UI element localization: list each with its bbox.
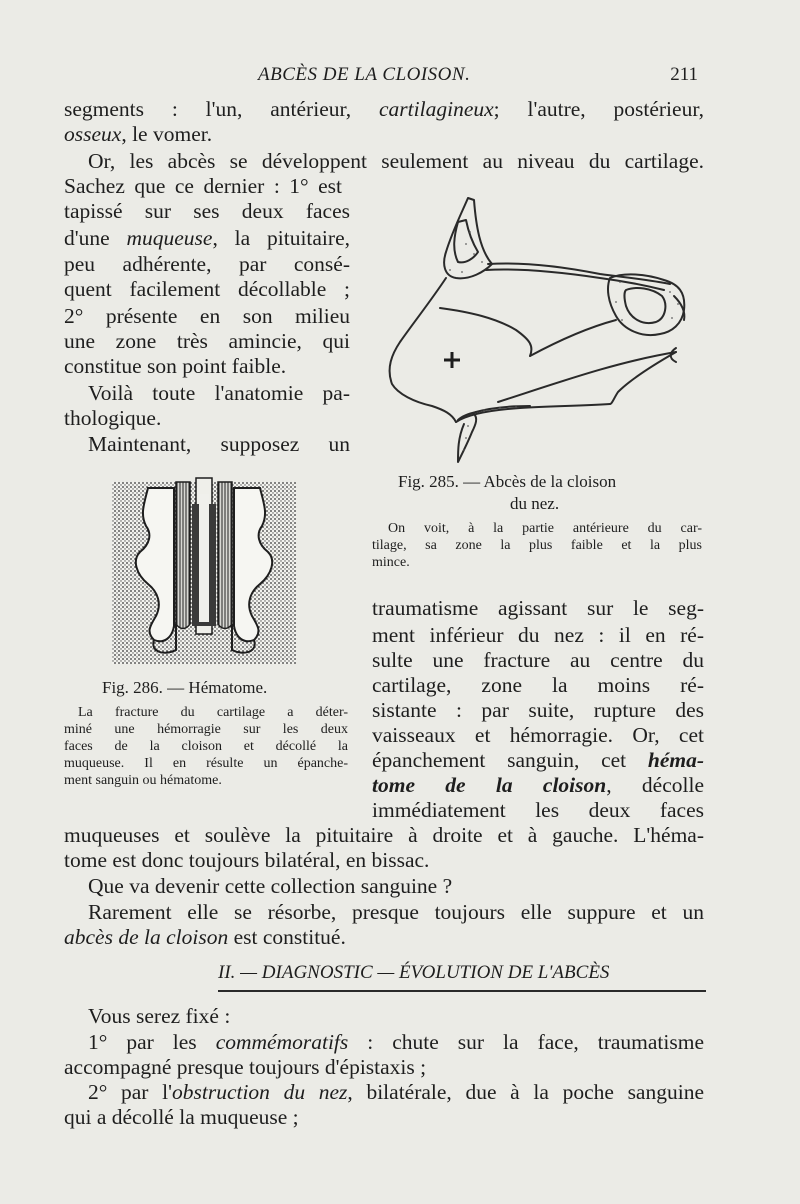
text-run: ; l'autre, postérieur, [493, 97, 704, 121]
text-line: ment inférieur du nez : il en ré- [372, 623, 704, 647]
text-line [88, 1030, 704, 1055]
text-run: épanchement sanguin, cet [372, 748, 648, 772]
text-line: immédiatement les deux faces [372, 798, 704, 822]
italic-term: osseux [64, 122, 122, 146]
hematoma-illustration [110, 474, 298, 666]
text-run: 1° par les [88, 1030, 216, 1054]
text-run: : chute sur la face, traumatisme [348, 1030, 705, 1054]
text-line: sistante : par suite, rupture des [372, 698, 704, 722]
text-line: traumatisme agissant sur le seg- [372, 596, 704, 620]
text-line: Vous serez fixé : [88, 1004, 231, 1028]
figure-285-title-line-2: du nez. [510, 494, 560, 513]
figure-286-description-line: muqueuse. Il en résulte un épanche- [64, 756, 348, 771]
text-line: Maintenant, supposez un [88, 432, 350, 456]
running-title: ABCÈS DE LA CLOISON. [258, 64, 471, 85]
text-line: tome est donc toujours bilatéral, en bissac. [64, 848, 430, 872]
text-line: Or, les abcès se développent seulement au niveau du cartilage. [88, 149, 704, 173]
text-line [372, 748, 704, 773]
bold-italic-term: tome de la cloison [372, 773, 607, 797]
text-run: , le vomer. [121, 122, 213, 146]
figure-286-description-line: faces de la cloison et décollé la [64, 739, 348, 754]
italic-term: muqueuse [126, 226, 213, 250]
text-line: thologique. [64, 406, 162, 430]
text-line: Sachez que ce dernier : 1° est [64, 174, 342, 198]
text-line: tapissé sur ses deux faces [64, 199, 350, 223]
figure-285-septum-drawing [380, 192, 696, 468]
text-line [64, 97, 704, 122]
italic-term: abcès de la cloison [64, 925, 229, 949]
page-header [64, 60, 704, 90]
text-line: Voilà toute l'anatomie pa- [88, 381, 350, 405]
text-line: 2° présente en son milieu [64, 304, 350, 328]
text-run: d'une [64, 226, 127, 250]
text-line [64, 122, 212, 147]
text-line: quent facilement décollable ; [64, 277, 350, 301]
text-run: , bilatérale, due à la poche sanguine [347, 1080, 704, 1104]
figure-286-description-line: miné une hémorragie sur les deux [64, 722, 348, 737]
text-line: qui a décollé la muqueuse ; [64, 1105, 299, 1129]
text-line: sulte une fracture au centre du [372, 648, 704, 672]
figure-285-description-line: tilage, sa zone la plus faible et la plus [372, 538, 702, 553]
text-line [64, 925, 346, 950]
text-run: , la pituitaire, [212, 226, 350, 250]
figure-285-description-line: On voit, à la partie antérieure du car- [388, 521, 702, 536]
text-line: muqueuses et soulève la pituitaire à droite et à gauche. L'héma- [64, 823, 704, 847]
text-run: segments : l'un, antérieur, [64, 97, 380, 121]
text-line: constitue son point faible. [64, 354, 287, 378]
text-run: 2° par l' [88, 1080, 172, 1104]
section-heading: II. — DIAGNOSTIC — ÉVOLUTION DE L'ABCÈS [218, 962, 610, 983]
page-number: 211 [670, 64, 698, 85]
bold-italic-term: héma- [647, 748, 704, 772]
figure-286-hematoma-drawing [110, 474, 298, 666]
text-line: Que va devenir cette collection sanguine ? [88, 874, 453, 898]
figure-286-description-line: La fracture du cartilage a déter- [78, 705, 348, 720]
figure-286-title: Fig. 286. — Hématome. [102, 678, 268, 697]
text-line: accompagné presque toujours d'épistaxis ; [64, 1055, 427, 1079]
text-line: une zone très amincie, qui [64, 329, 350, 353]
italic-term: obstruction du nez [171, 1080, 348, 1104]
figure-285-description-line: mince. [372, 555, 410, 570]
italic-term: cartilagineux [379, 97, 494, 121]
text-line [64, 226, 350, 251]
text-line [372, 773, 704, 798]
figure-286-description-line: ment sanguin ou hématome. [64, 773, 222, 788]
section-rule [218, 990, 706, 992]
text-line: Rarement elle se résorbe, presque toujours elle suppure et un [88, 900, 704, 924]
italic-term: commémoratifs [215, 1030, 349, 1054]
plus-marker-icon [444, 352, 460, 368]
figure-285-title-line-1: Fig. 285. — Abcès de la cloison [398, 472, 617, 491]
text-line [88, 1080, 704, 1105]
text-line: vaisseaux et hémorragie. Or, cet [372, 723, 704, 747]
septum-illustration [380, 192, 696, 468]
text-line: cartilage, zone la moins ré- [372, 673, 704, 697]
text-run: , décolle [606, 773, 704, 797]
text-line: peu adhérente, par consé- [64, 252, 350, 276]
text-run: est constitué. [228, 925, 346, 949]
